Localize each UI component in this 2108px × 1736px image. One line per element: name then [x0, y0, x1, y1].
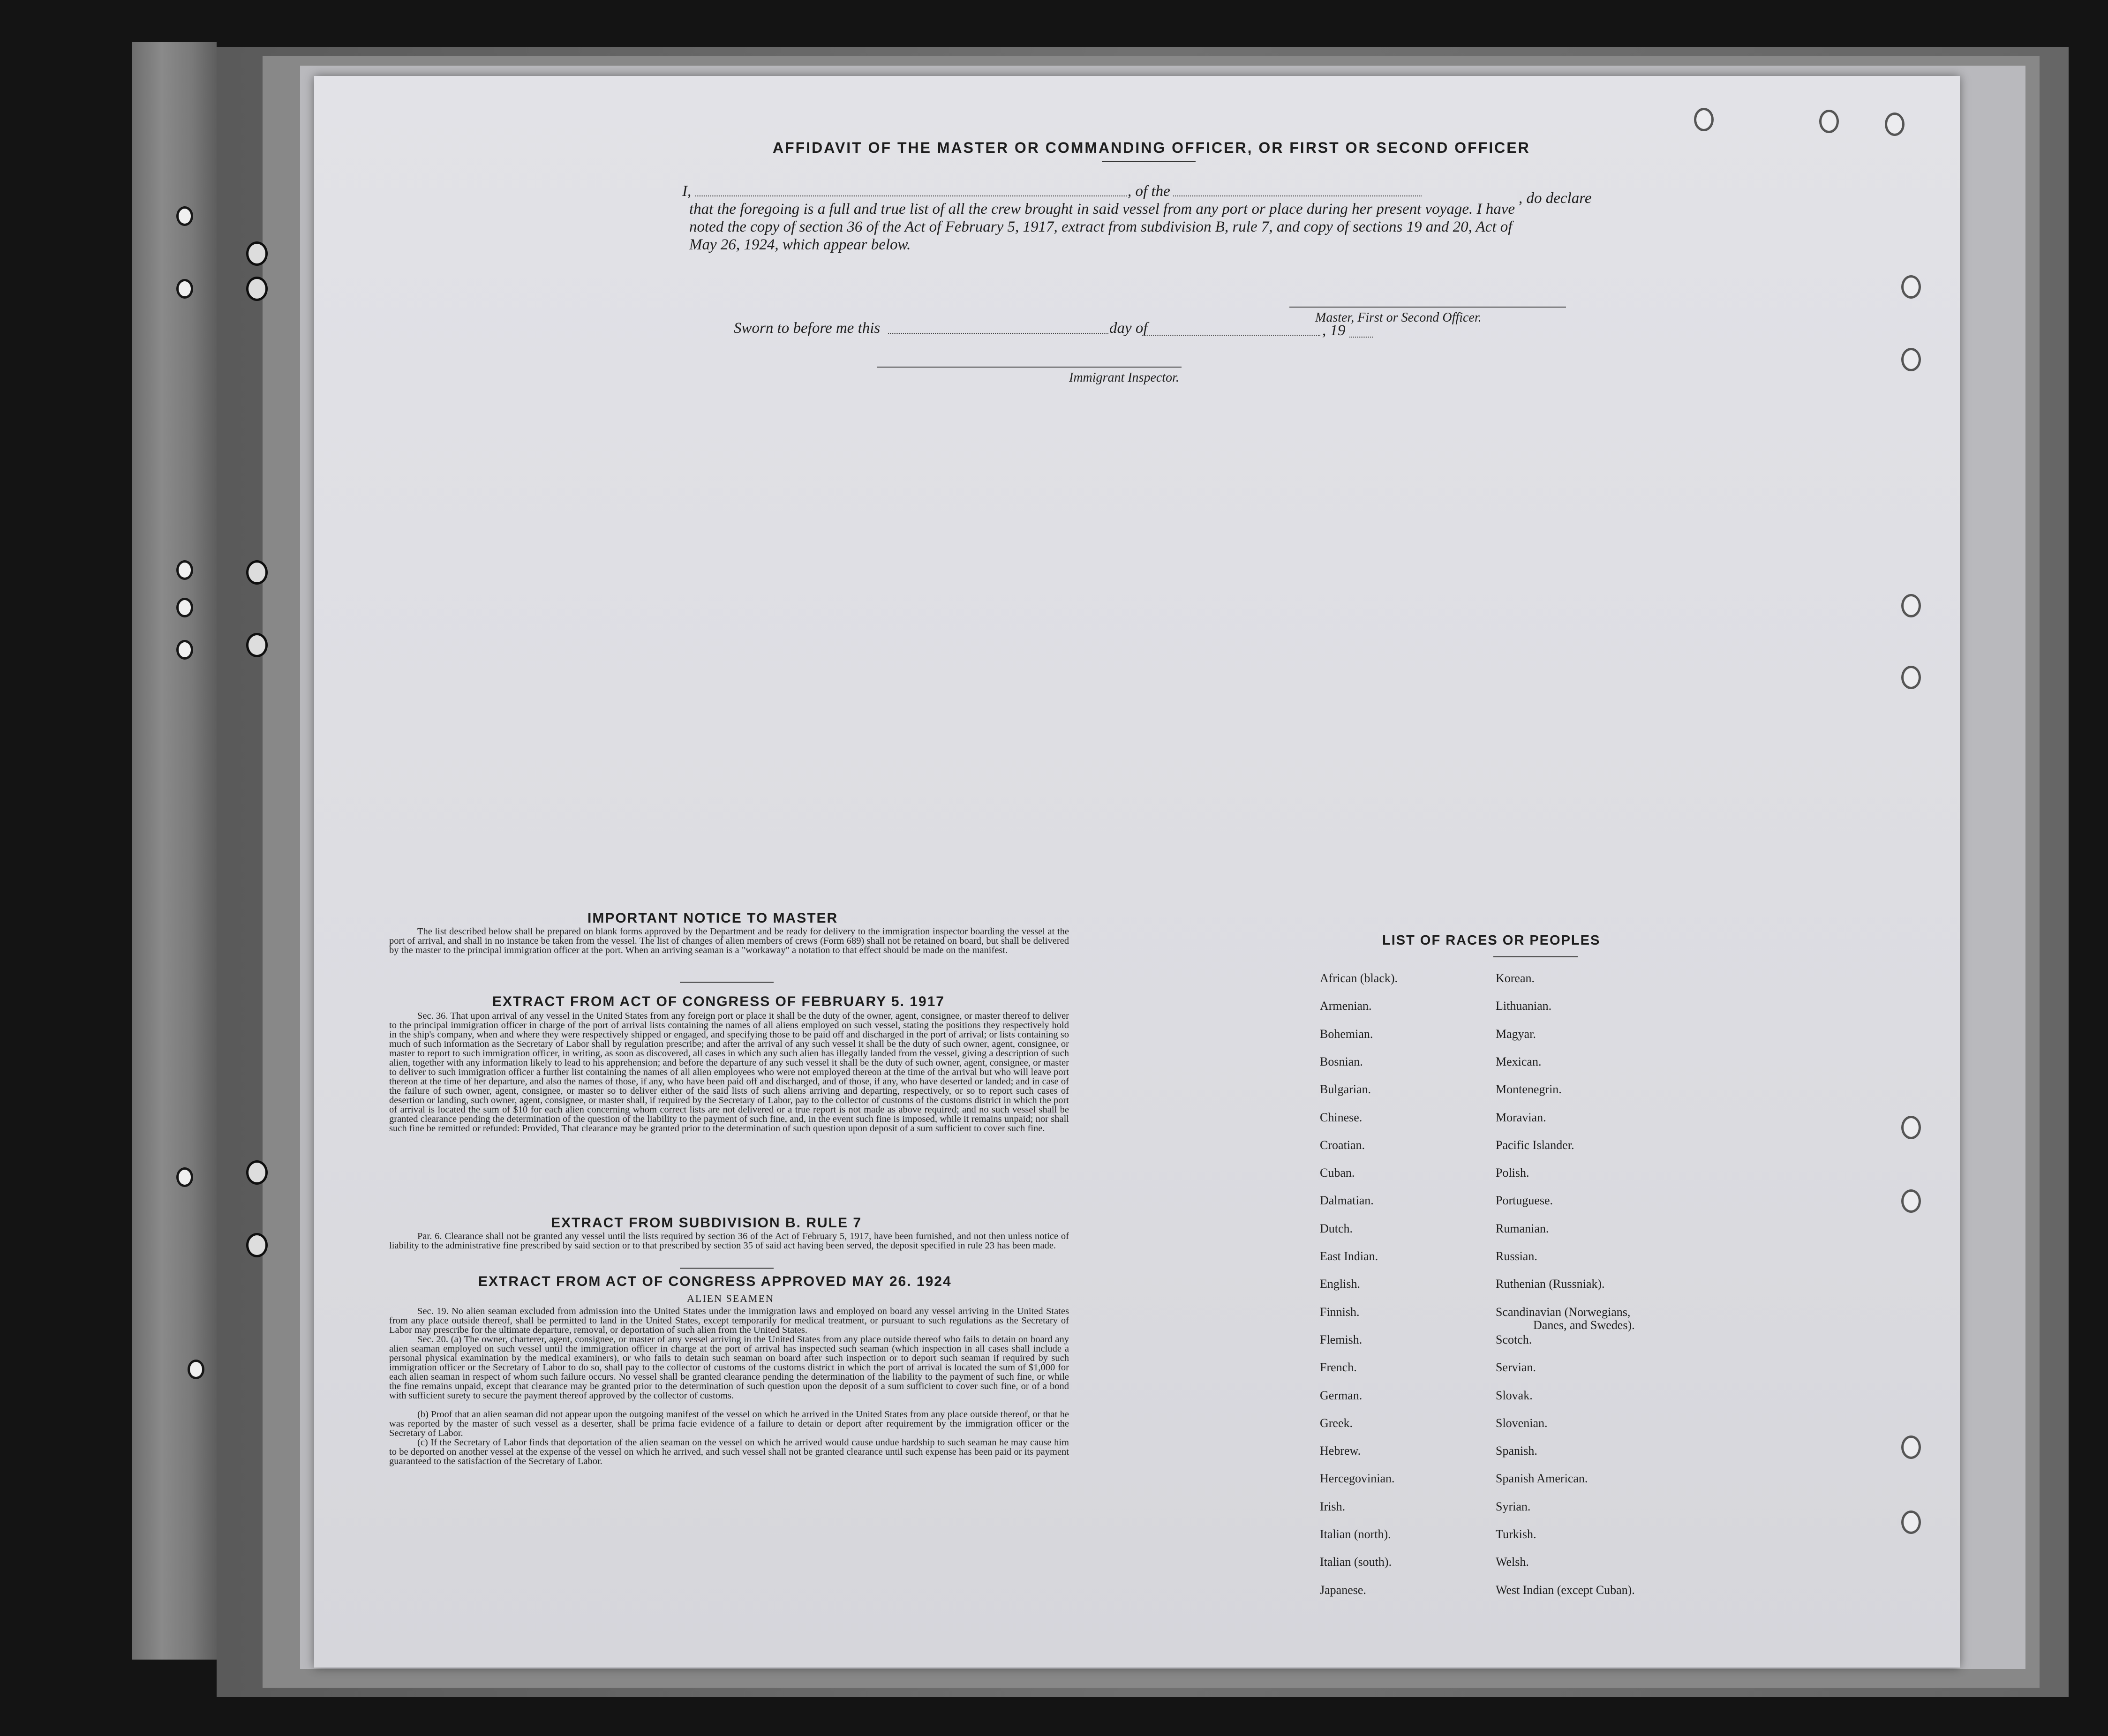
binder-hole — [246, 1233, 268, 1257]
name-field[interactable] — [695, 195, 1422, 197]
race-item: English. — [1320, 1277, 1360, 1291]
race-item: Finnish. — [1320, 1305, 1360, 1319]
races-divider — [1493, 956, 1578, 957]
binder-hole — [246, 633, 268, 657]
race-item: Spanish American. — [1496, 1472, 1588, 1486]
punch-hole — [1901, 1435, 1921, 1459]
race-item: Rumanian. — [1496, 1221, 1549, 1235]
affidavit-title: AFFIDAVIT OF THE MASTER OR COMMANDING OFFICER, OR FIRST OR SECOND OFFICER — [773, 139, 1530, 156]
race-item: Magyar. — [1496, 1027, 1536, 1041]
race-item: Italian (north). — [1320, 1527, 1391, 1541]
punch-hole — [1901, 1511, 1921, 1534]
inspector-signature-line[interactable] — [877, 367, 1182, 368]
of-the-label: , of the — [1128, 183, 1172, 200]
race-item: German. — [1320, 1388, 1363, 1402]
punch-hole — [1694, 108, 1714, 131]
race-item: Servian. — [1496, 1360, 1536, 1375]
race-item: Montenegrin. — [1496, 1082, 1562, 1097]
i-label: I, — [682, 183, 692, 200]
extract-1924-sec20a: Sec. 20. (a) The owner, charterer, agent, consignee, or master of any vessel arriving in the United States from any place outside thereof who fails to detain on board any alien seaman employed on such vessel until the immigration officer in charge at the port of arrival has inspected such seaman (which inspection in all cases shall include a personal physical examination by the medical examiners), or who fails to detain such seaman on board after such inspection or to deport such seaman if required by such immigration officer or the Secretary of Labor to do so, shall pay to the collector of customs of the customs district in which the port of arrival is located the sum of $1,000 for each alien seaman in respect of whom such failure occurs. No vessel shall be granted clearance pending the determination of the liability to the payment of such fine, or while the fine remains unpaid, except that clearance may be granted prior to the determination of such question upon the deposit of a sum sufficient to cover such fine, or of a bond with sufficient surety to secure the payment thereof approved by the collector of customs. — [389, 1334, 1069, 1401]
extract-rule7-title: EXTRACT FROM SUBDIVISION B. RULE 7 — [551, 1215, 862, 1231]
extract-1917-text: Sec. 36. That upon arrival of any vessel in the United States from any foreign port or place it shall be the duty of the owner, agent, consignee, or master thereof to deliver to the principal immigration officer in charge of the port of arrival lists containing the names of all aliens employed on such vessel, stating the positions they respectively hold in the ship's company, when and where they were respectively shipped or engaged, and specifying those to be paid off and discharged in the port of arrival; or lists containing so much of such information as the Secretary of Labor shall by regulation prescribe; and after the arrival of any such vessel it shall be the duty of such owner, agent, consignee, or master to report to such immigration officer, in writing, as soon as discovered, all cases in which any such alien has illegally landed from the vessel, giving a description of such alien, together with any information likely to lead to his apprehension; and before the departure of any such vessel it shall be the duty of such owner, agent, consignee, or master to deliver to such immigration officer a further list containing the names of all alien employees who were not employed thereon at the time of the arrival but who will leave port thereon at the time of her departure, and also the names of those, if any, who have been paid off and discharged, and of those, if any, who have deserted or landed; and in case of the failure of such owner, agent, consignee, or master so to deliver either of the said lists of such aliens arriving and departing, respectively, or so to report such cases of desertion or landing, such owner, agent, consignee, or master shall, if required by the Secretary of Labor, pay to the collector of customs of the customs district in which the port of arrival is located the sum of $10 for each alien concerning whom correct lists are not delivered or a true report is not made as above required; and no such vessel shall be granted clearance pending the determination of the question of the liability to the payment of such fine, and, in the event such fine is imposed, while it remains unpaid; nor shall such fine be remitted or refunded: Provided, That clearance may be granted prior to the determination of such question upon deposit of a sum sufficient to cover such fine. — [389, 1011, 1069, 1134]
race-item: Mexican. — [1496, 1054, 1542, 1068]
master-signature-line[interactable] — [1289, 307, 1566, 308]
extract-1924-sec19: Sec. 19. No alien seaman excluded from admission into the United States under the immigration laws and employed on board any vessel arriving in the United States from any place outside thereof, shall be permitted to land in the United States, except temporarily for medical treatment, or pursuant to such regulations as the Secretary of Labor may prescribe for the ultimate departure, removal, or deportation of such alien from the United States. — [389, 1306, 1069, 1335]
race-item: West Indian (except Cuban). — [1496, 1583, 1635, 1597]
race-item: Cuban. — [1320, 1166, 1355, 1180]
extract-1924-sec20b: (b) Proof that an alien seaman did not appear upon the outgoing manifest of the vessel on which he arrived in the United States from any place outside thereof, or that he was reported by the master of such vessel as a deserter, shall be prima facie evidence of a failure to detain or deport after requirement by the immigration officer or the Secretary of Labor. — [389, 1409, 1069, 1438]
binder-hole — [188, 1360, 204, 1379]
race-item: Bohemian. — [1320, 1027, 1373, 1041]
punch-hole — [1901, 594, 1921, 617]
binder-hole — [176, 598, 193, 617]
binder-hole — [176, 560, 193, 580]
race-item: African (black). — [1320, 971, 1398, 985]
race-item: Spanish. — [1496, 1444, 1537, 1458]
binder-hole — [176, 1167, 193, 1187]
race-item: Scotch. — [1496, 1332, 1532, 1346]
race-item: Italian (south). — [1320, 1555, 1392, 1569]
race-item: Russian. — [1496, 1249, 1537, 1263]
rule7-divider — [680, 1268, 774, 1269]
race-item: Croatian. — [1320, 1138, 1365, 1152]
master-signature-label: Master, First or Second Officer. — [1315, 310, 1482, 325]
race-item: Turkish. — [1496, 1527, 1536, 1541]
race-item: Slovak. — [1496, 1388, 1533, 1402]
alien-seamen-subtitle: ALIEN SEAMEN — [687, 1293, 774, 1304]
binder-hole — [246, 1160, 268, 1185]
race-item: Hebrew. — [1320, 1444, 1361, 1458]
race-item: Bulgarian. — [1320, 1082, 1371, 1097]
affidavit-line-1: that the foregoing is a full and true list of all the crew brought in said vessel from any port or place during her present voyage. I have — [689, 201, 1515, 218]
title-underline — [1102, 161, 1196, 162]
binder-hole — [176, 206, 193, 226]
races-title: LIST OF RACES OR PEOPLES — [1382, 933, 1601, 948]
race-item: East Indian. — [1320, 1249, 1378, 1263]
race-item: Flemish. — [1320, 1332, 1363, 1346]
race-item: Welsh. — [1496, 1555, 1529, 1569]
race-item: Armenian. — [1320, 999, 1372, 1013]
affidavit-line-2: noted the copy of section 36 of the Act of February 5, 1917, extract from subdivision B, rule 7, and copy of sections 19 and 20, Act of — [689, 218, 1513, 235]
race-item: French. — [1320, 1360, 1357, 1375]
punch-hole — [1901, 348, 1921, 371]
punch-hole — [1819, 110, 1839, 133]
punch-hole — [1901, 1189, 1921, 1213]
binder-hole — [176, 279, 193, 299]
race-item: Chinese. — [1320, 1110, 1363, 1124]
race-item: Hercegovinian. — [1320, 1472, 1395, 1486]
race-item: Pacific Islander. — [1496, 1138, 1574, 1152]
binder-hole — [246, 277, 268, 301]
notice-divider — [680, 982, 774, 983]
sworn-year-field[interactable] — [1349, 337, 1373, 338]
extract-1924-title: EXTRACT FROM ACT OF CONGRESS APPROVED MAY 26. 1924 — [478, 1274, 952, 1289]
year-label: , 19 — [1322, 322, 1346, 339]
race-item: Japanese. — [1320, 1583, 1366, 1597]
binder-hole — [246, 560, 268, 585]
race-item: Bosnian. — [1320, 1054, 1363, 1068]
race-item: Korean. — [1496, 971, 1535, 985]
extract-1924-sec20c: (c) If the Secretary of Labor finds that deportation of the alien seaman on the vessel on which he arrived would cause undue hardship to such seaman he may cause him to be deported on another vessel at the expense of the vessel on which he arrived, and such vessel shall not be granted clearance until such expense has been paid or its payment guaranteed to the satisfaction of the Secretary of Labor. — [389, 1437, 1069, 1466]
race-item: Slovenian. — [1496, 1416, 1548, 1430]
punch-hole — [1885, 113, 1905, 136]
affidavit-line-3: May 26, 1924, which appear below. — [689, 236, 911, 253]
race-item: Dalmatian. — [1320, 1194, 1374, 1208]
race-item: Greek. — [1320, 1416, 1353, 1430]
sworn-day-field[interactable] — [888, 333, 1108, 335]
race-item: Moravian. — [1496, 1110, 1546, 1124]
sworn-month-field[interactable] — [1142, 335, 1320, 337]
notice-text: The list described below shall be prepared on blank forms approved by the Department and be ready for delivery to the immigration inspector boarding the vessel at the port of arrival, and shall in no instance be taken from the vessel. The list of changes of alien members of crews (Form 689) shall not be retained on board, but shall be delivered by the master to the principal immigration officer at the port. When an arriving seaman is a "workaway" a notation to that effect should be made on the manifest. — [389, 926, 1069, 955]
binder-strip — [132, 42, 217, 1660]
punch-hole — [1901, 666, 1921, 689]
race-item: Danes, and Swedes). — [1533, 1318, 1635, 1332]
inspector-label: Immigrant Inspector. — [1069, 370, 1179, 385]
binder-hole — [246, 241, 268, 266]
race-item: Polish. — [1496, 1166, 1529, 1180]
race-item: Ruthenian (Russniak). — [1496, 1277, 1605, 1291]
day-of-label: day of — [1109, 320, 1148, 337]
punch-hole — [1901, 1116, 1921, 1139]
do-declare-label: , do declare — [1517, 190, 1591, 207]
race-item: Irish. — [1320, 1499, 1346, 1513]
race-item: Portuguese. — [1496, 1194, 1553, 1208]
extract-1917-title: EXTRACT FROM ACT OF CONGRESS OF FEBRUARY 5. 1917 — [492, 994, 945, 1009]
sworn-label: Sworn to before me this — [734, 320, 881, 337]
binder-hole — [176, 640, 193, 660]
race-item: Syrian. — [1496, 1499, 1531, 1513]
notice-title: IMPORTANT NOTICE TO MASTER — [587, 910, 838, 926]
race-item: Lithuanian. — [1496, 999, 1552, 1013]
extract-rule7-text: Par. 6. Clearance shall not be granted any vessel until the lists required by section 36 of the Act of February 5, 1917, have been furnished, and not then unless notice of liability to the administrative fine prescribed by said section or to that prescribed by section 35 of said act having been served, the deposit specified in rule 23 has been made. — [389, 1231, 1069, 1251]
form-page — [314, 76, 1960, 1668]
punch-hole — [1901, 275, 1921, 299]
race-item: Dutch. — [1320, 1221, 1353, 1235]
race-item: Scandinavian (Norwegians, — [1496, 1305, 1631, 1319]
